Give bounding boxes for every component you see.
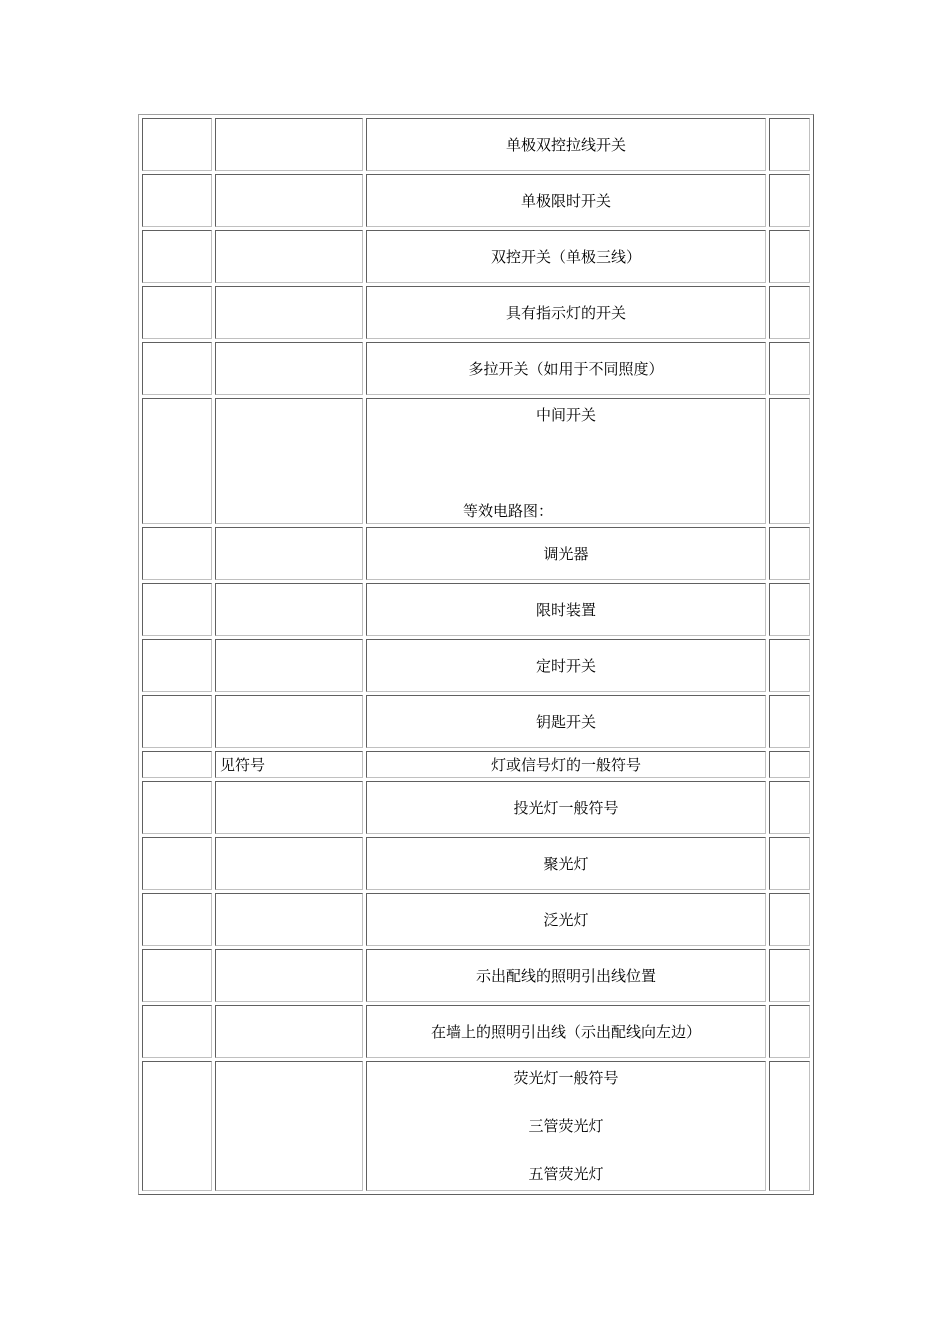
note-cell <box>215 695 363 748</box>
note-cell <box>215 893 363 946</box>
name-cell: 示出配线的照明引出线位置 <box>366 949 766 1002</box>
table-row <box>142 695 810 748</box>
item-name: 荧光灯一般符号 <box>513 1069 619 1087</box>
note-cell <box>215 1005 363 1058</box>
extra-cell <box>769 837 810 890</box>
table-row <box>142 639 810 692</box>
note-cell <box>215 286 363 339</box>
symbol-cell <box>142 342 212 395</box>
symbol-cell <box>142 230 212 283</box>
extra-cell <box>769 230 810 283</box>
table-row <box>142 583 810 636</box>
extra-cell <box>769 751 810 778</box>
name-cell: 限时装置 <box>366 583 766 636</box>
table-row <box>142 527 810 580</box>
note-cell <box>215 527 363 580</box>
table-row <box>142 1005 810 1058</box>
item-name: 中间开关 <box>535 406 596 424</box>
symbol-cell <box>142 286 212 339</box>
extra-cell <box>769 398 810 524</box>
table-row <box>142 398 810 524</box>
name-cell: 单极双控拉线开关 <box>366 118 766 171</box>
extra-cell <box>769 1061 810 1191</box>
name-cell: 多拉开关（如用于不同照度） <box>366 342 766 395</box>
item-name: 三管荧光灯 <box>528 1117 604 1135</box>
note-cell <box>215 837 363 890</box>
symbol-cell <box>142 639 212 692</box>
name-cell: 单极限时开关 <box>366 174 766 227</box>
extra-cell <box>769 583 810 636</box>
table-row <box>142 949 810 1002</box>
table-row <box>142 837 810 890</box>
note-cell <box>215 639 363 692</box>
extra-cell <box>769 781 810 834</box>
name-cell: 调光器 <box>366 527 766 580</box>
table-row <box>142 781 810 834</box>
note-cell <box>215 174 363 227</box>
symbol-cell <box>142 1061 212 1191</box>
symbol-cell <box>142 695 212 748</box>
symbol-cell <box>142 583 212 636</box>
symbol-cell <box>142 837 212 890</box>
table-row <box>142 230 810 283</box>
name-cell: 钥匙开关 <box>366 695 766 748</box>
table-row <box>142 751 810 778</box>
name-cell: 双控开关（单极三线） <box>366 230 766 283</box>
note-cell <box>215 583 363 636</box>
extra-cell <box>769 342 810 395</box>
name-cell: 聚光灯 <box>366 837 766 890</box>
name-cell: 灯或信号灯的一般符号 <box>366 751 766 778</box>
note-cell <box>215 781 363 834</box>
note-cell: 见符号 <box>215 751 363 778</box>
extra-cell <box>769 639 810 692</box>
name-cell: 投光灯一般符号 <box>366 781 766 834</box>
extra-cell <box>769 174 810 227</box>
note-cell <box>215 1061 363 1191</box>
note-cell <box>215 342 363 395</box>
extra-cell <box>769 118 810 171</box>
symbol-cell <box>142 1005 212 1058</box>
note-cell <box>215 118 363 171</box>
symbol-table <box>138 114 814 1195</box>
table-row <box>142 342 810 395</box>
extra-cell <box>769 1005 810 1058</box>
note-cell <box>215 398 363 524</box>
table-row <box>142 118 810 171</box>
name-cell <box>366 398 766 524</box>
name-cell: 定时开关 <box>366 639 766 692</box>
symbol-cell <box>142 751 212 778</box>
table-row <box>142 1061 810 1191</box>
extra-cell <box>769 695 810 748</box>
equivalent-circuit-label: 等效电路图： <box>463 502 554 520</box>
name-cell <box>366 1061 766 1191</box>
table-row <box>142 893 810 946</box>
extra-cell <box>769 893 810 946</box>
symbol-cell <box>142 781 212 834</box>
item-name: 五管荧光灯 <box>528 1165 604 1183</box>
symbol-cell <box>142 174 212 227</box>
extra-cell <box>769 949 810 1002</box>
symbol-cell <box>142 118 212 171</box>
name-cell: 在墙上的照明引出线（示出配线向左边） <box>366 1005 766 1058</box>
extra-cell <box>769 286 810 339</box>
symbol-cell <box>142 949 212 1002</box>
extra-cell <box>769 527 810 580</box>
note-cell <box>215 230 363 283</box>
table-row <box>142 174 810 227</box>
symbol-cell <box>142 398 212 524</box>
note-cell <box>215 949 363 1002</box>
name-cell: 泛光灯 <box>366 893 766 946</box>
symbol-cell <box>142 527 212 580</box>
symbol-cell <box>142 893 212 946</box>
name-cell: 具有指示灯的开关 <box>366 286 766 339</box>
table-row <box>142 286 810 339</box>
